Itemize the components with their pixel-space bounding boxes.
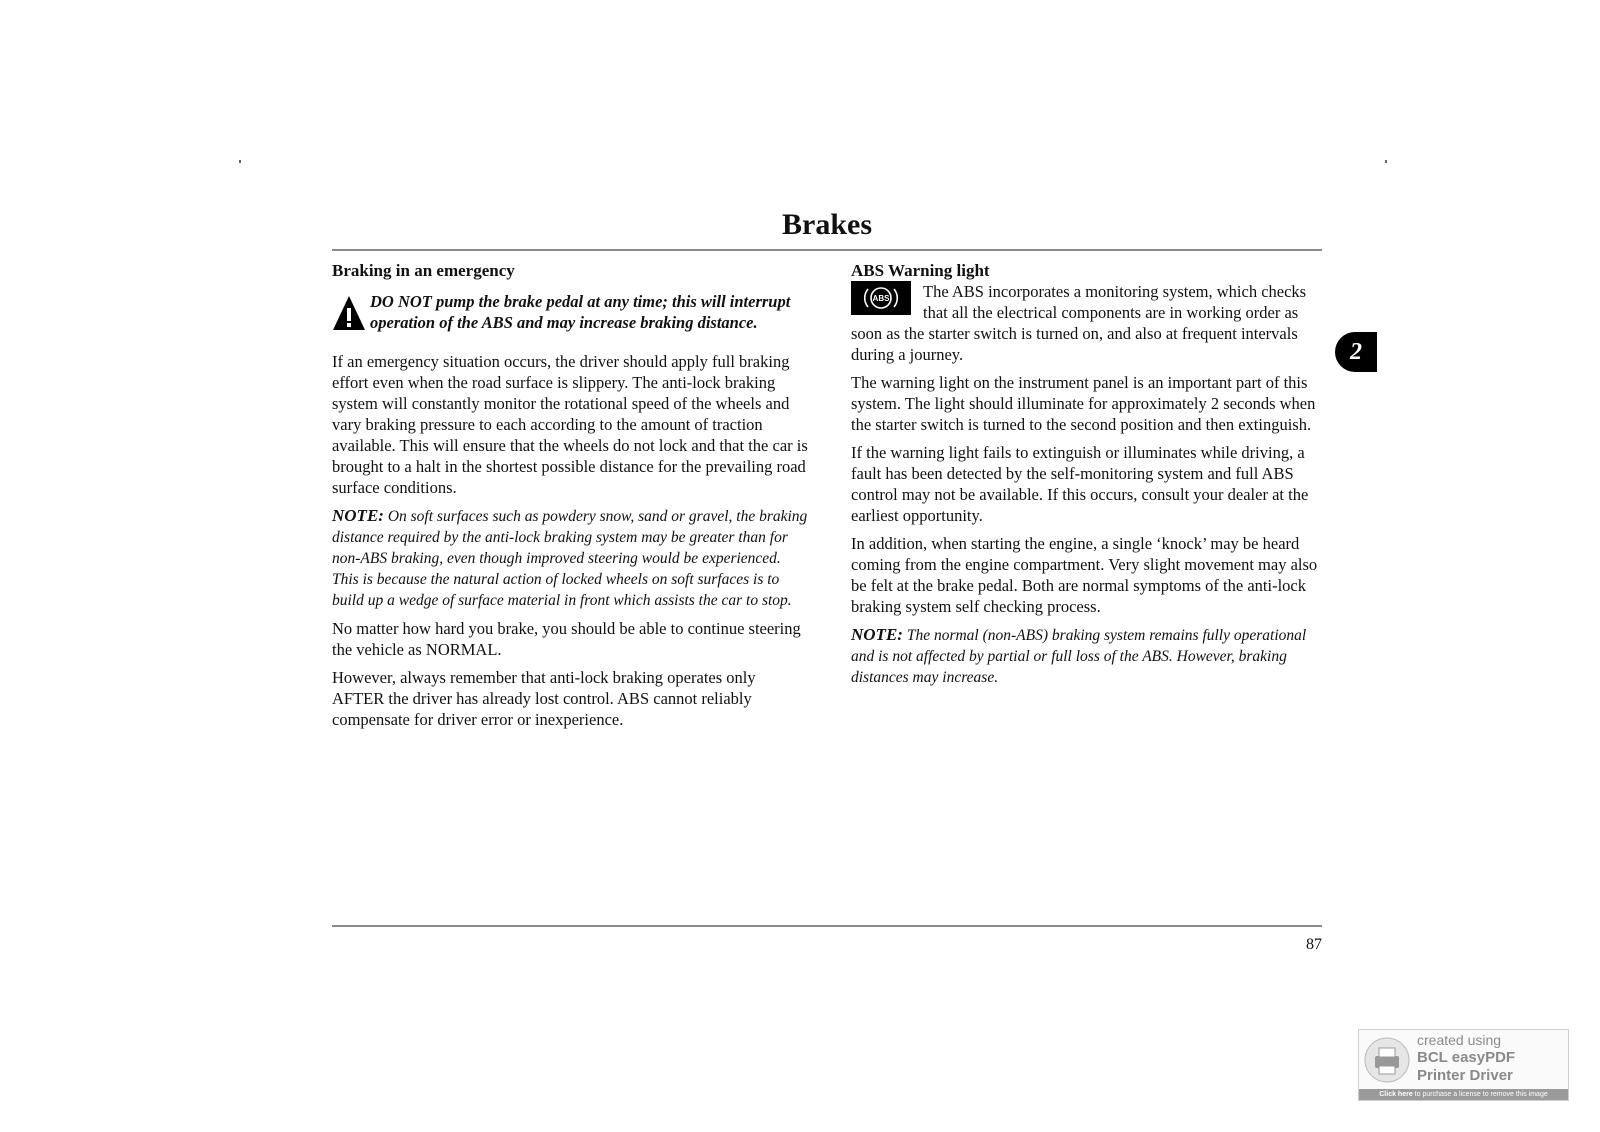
abs-paragraph-1: The ABS incorporates a monitoring system, which checks that all the electrical components are in working order as soon as the starter switch is turned on, and also at frequent intervals during a journey.: [851, 282, 1307, 364]
note-text: On soft surfaces such as powdery snow, sand or gravel, the braking distance required by the anti-lock braking system may be greater than for non-ABS braking, even though improved steering would be experienced. This is because the natural action of locked wheels on soft surfaces is to build up a wedge of surface material in front which assists the car to stop.: [332, 508, 808, 609]
abs-note: [851, 624, 1327, 688]
warning-triangle-icon: [332, 294, 366, 332]
header-rule: [332, 249, 1322, 251]
abs-paragraph-2: The warning light on the instrument panel is an important part of this system. The light should illuminate for approximately 2 seconds when the starter switch is turned to the second position and then extinguish.: [851, 373, 1316, 434]
section-heading-emergency: Braking in an emergency: [332, 261, 515, 280]
emergency-paragraph-2: No matter how hard you brake, you should be able to continue steering the vehicle as NORMAL.: [332, 619, 801, 659]
emergency-paragraph-3: However, always remember that anti-lock braking operates only AFTER the driver has already lost control. ABS cannot reliably compensate for driver error or inexperience.: [332, 668, 756, 729]
abs-warning-light-icon: [851, 281, 911, 315]
badge-created-text: created using: [1417, 1032, 1502, 1048]
crop-mark-right: [1385, 160, 1387, 163]
section-heading-abs-warning: ABS Warning light: [851, 261, 990, 280]
abs-symbol-icon: [863, 284, 899, 312]
warning-text: DO NOT pump the brake pedal at any time; this will interrupt operation of the ABS and may increase braking distance.: [370, 292, 791, 332]
emergency-paragraph-1: If an emergency situation occurs, the driver should apply full braking effort even when the road surface is slippery. The anti-lock braking system will constantly monitor the rotational speed of the wheels and vary braking pressure to each according to the amount of traction available. This will ensure that the wheels do not lock and that the car is brought to a halt in the shortest possible distance for the prevailing road surface conditions.: [332, 352, 808, 497]
page-number: 87: [1306, 936, 1322, 953]
badge-product-text: BCL easyPDF: [1417, 1049, 1516, 1066]
page-title: Brakes: [782, 208, 872, 241]
abs-paragraph-3: If the warning light fails to extinguish or illuminates while driving, a fault has been detected by the self-monitoring system and full ABS control may not be available. If this occurs, consult your dealer at the earliest opportunity.: [851, 443, 1309, 525]
badge-driver-text: Printer Driver: [1417, 1067, 1513, 1084]
left-column: [332, 260, 810, 737]
easypdf-badge[interactable]: [1358, 1029, 1569, 1101]
note-text: The normal (non-ABS) braking system remains fully operational and is not affected by partial or full loss of the ABS. However, braking distances may increase.: [851, 627, 1307, 686]
badge-purchase-link[interactable]: [1359, 1089, 1568, 1100]
abs-paragraph-4: In addition, when starting the engine, a single ‘knock’ may be heard coming from the engine compartment. Very slight movement may also be felt at the brake pedal. Both are normal symptoms of the anti-lock braking system self checking process.: [851, 534, 1318, 616]
footer-rule: [332, 925, 1322, 927]
emergency-note: [332, 505, 810, 611]
note-label: NOTE:: [332, 506, 384, 525]
printer-logo-icon: [1363, 1036, 1411, 1084]
warning-block: [332, 291, 810, 333]
crop-mark-left: [239, 160, 241, 163]
abs-icon-label: ABS: [872, 294, 890, 303]
note-label: NOTE:: [851, 625, 903, 644]
right-column: [851, 260, 1327, 695]
abs-paragraph-1-block: [851, 281, 1327, 365]
chapter-tab: 2: [1335, 332, 1377, 372]
badge-click-here[interactable]: Click here: [1379, 1091, 1413, 1098]
badge-purchase-text: to purchase a license to remove this image: [1412, 1091, 1548, 1098]
